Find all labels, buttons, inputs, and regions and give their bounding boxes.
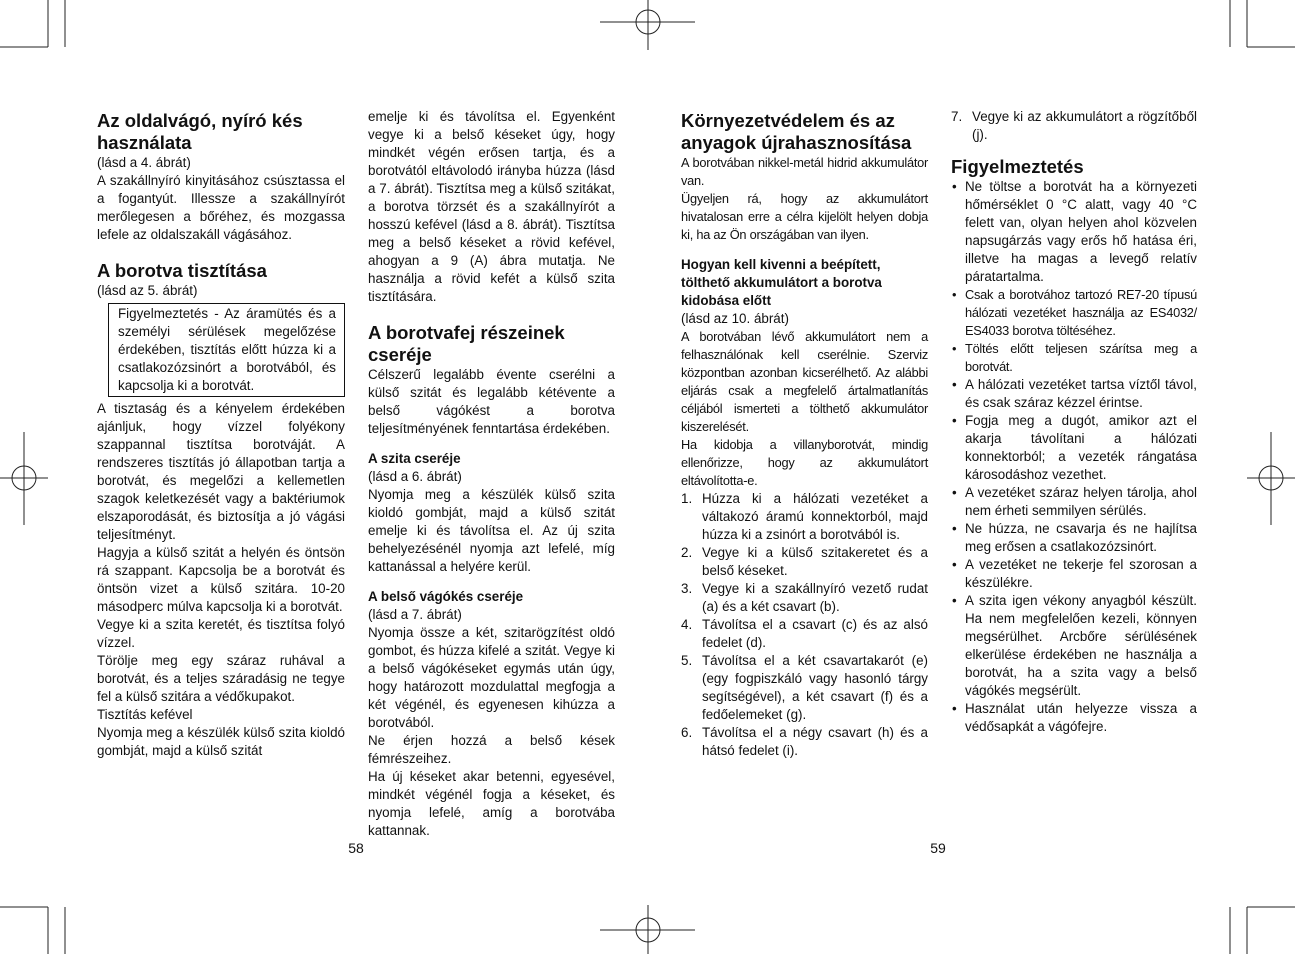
bullet-text: A szita igen vékony anyagból készült. Ha nem megfelelően kezeli, könnyen megsérülhet. Arcbőre sérülésének elkerülése érdekében ne használja a borotvát, ha a szita vagy a belső vágókés megsérült. (965, 593, 1197, 698)
step-number: 6. (681, 725, 693, 740)
bullet-text: A hálózati vezetéket tartsa víztől távol, és csak száraz kézzel érintse. (965, 377, 1197, 410)
column-3 (681, 110, 928, 760)
step-number: 7. (951, 109, 963, 124)
step-number: 2. (681, 545, 693, 560)
subheading-foil: A szita cseréje (368, 451, 461, 466)
bullet: • (952, 413, 957, 428)
bullet: • (952, 485, 957, 500)
list-item (951, 520, 1197, 556)
list-item (681, 652, 928, 724)
paragraph: Célszerű legalább évente cserélni a külső szitát és legalább kétévente a belső vágókést a borotva teljesítményének fenntartása érdekében. (368, 367, 615, 436)
figure-reference: (lásd az 5. ábrát) (97, 283, 198, 298)
warning-box (108, 303, 345, 397)
figure-reference: (lásd a 4. ábrát) (97, 155, 191, 170)
warning-text: Figyelmeztetés - Az áramütés és a személyi sérülések megelőzése érdekében, tisztítás előtt húzza ki a csatlakozózsinórt a borotvából, és kapcsolja ki a borotvát. (118, 306, 336, 393)
list-item (681, 580, 928, 616)
column-2 (368, 108, 615, 840)
step-text: Húzza ki a hálózati vezetéket a váltakozó áramú konnektorból, majd húzza ki a zsinórt a borotvából is. (702, 491, 928, 542)
page-number: 59 (930, 840, 946, 856)
paragraph: Ügyeljen rá, hogy az akkumulátort hivatalosan erre a célra kijelölt helyen dobja ki, ha az Ön országában van ilyen. (681, 191, 928, 242)
warning-list (951, 178, 1197, 736)
bullet-text: Fogja meg a dugót, amikor azt el akarja távolítani a hálózati konnektorból; a vezeték rángatása károsodáshoz vezethet. (965, 413, 1197, 482)
bullet: • (952, 593, 957, 608)
list-item (951, 700, 1197, 736)
list-item (681, 616, 928, 652)
column-1 (97, 110, 345, 760)
bullet: • (952, 377, 957, 392)
list-item (951, 178, 1197, 286)
bullet-text: Használat után helyezze vissza a védősapkát a vágófejre. (965, 701, 1197, 734)
bullet: • (952, 179, 957, 194)
step-text: Távolítsa el a csavart (c) és az alsó fedelet (d). (702, 617, 928, 650)
list-item (951, 484, 1197, 520)
list-item (951, 286, 1197, 340)
removal-steps (681, 490, 928, 760)
bullet-text: Csak a borotvához tartozó RE7-20 típusú hálózati vezetéket használja az ES4032/ ES4033 borotva töltéséhez. (965, 287, 1197, 338)
paragraph: A tisztaság és a kényelem érdekében ajánljuk, hogy vízzel folyékony szappannal tisztítsa borotváját. A rendszeres tisztítás jó állapotban tartja a borotvát, és megelőzi a kellemetlen szagok keletkezését vagy a baktériumok elszaporodását, és biztosítja a jó vágási teljesítményt. (97, 401, 345, 542)
paragraph: Ha új késeket akar betenni, egyesével, mindkét végénél fogja a késeket, és nyomja lefelé, amíg a borotvába kattannak. (368, 769, 615, 838)
step-text: Vegye ki a szakállnyíró vezető rudat (a) és a két csavart (b). (702, 581, 928, 614)
step-number: 5. (681, 653, 693, 668)
bullet-text: Ne töltse a borotvát ha a környezeti hőmérséklet 0 °C alatt, vagy 40 °C felett van, olyan helyen ahol közvelen napsugárzás vagy erős hő hatása éri, illetve ha magas a levegő relatív páratartalma. (965, 179, 1197, 284)
heading-environment: Környezetvédelem és az anyagok újrahasznosítása (681, 110, 912, 153)
removal-steps-continued (951, 108, 1197, 144)
paragraph: Nyomja meg a készülék külső szita kioldó gombját, majd a külső szitát emelje ki és távolítsa el. Az új szita behelyezésénél nyomja azt lefelé, míg kattanással a helyére kerül. (368, 487, 615, 574)
bullet: • (952, 557, 957, 572)
subheading-blade: A belső vágókés cseréje (368, 589, 524, 604)
bullet-text: A vezetéket ne tekerje fel szorosan a készülékre. (965, 557, 1197, 590)
list-item (951, 412, 1197, 484)
list-item (951, 556, 1197, 592)
paragraph: Hagyja a külső szitát a helyén és öntsön rá szappant. Kapcsolja be a borotvát és öntsön vizet a külső szitára. 10-20 másodperc múlva kapcsolja ki a borotvát. (97, 545, 345, 614)
heading-cleaning: A borotva tisztítása (97, 260, 267, 281)
paragraph: Nyomja össze a két, szitarögzítést oldó gombot, és húzza kifelé a szitát. Vegye ki a belső vágókéseket egymás után úgy, hogy határozott mozdulattal megfogja a két végénél, és egyenesen kihúzza a borotvából. (368, 625, 615, 730)
paragraph: emelje ki és távolítsa el. Egyenként vegye ki a belső késeket úgy, hogy mindkét végén erősen tartja, és a borotvától eltávolodó irányba húzza (lásd a 7. ábrát). Tisztítsa meg a külső szitákat, a borotva törzsét és a szakállnyírót a hosszú kefével (lásd a 8. ábrát). Tisztítsa meg a belső késeket a rövid kefével, ahogyan a 9 (A) ábra mutatja. Ne használja a rövid kefét a külső szita tisztítására. (368, 109, 615, 304)
paragraph: A borotvában nikkel-metál hidrid akkumulátor van. (681, 155, 928, 188)
bullet-text: Ne húzza, ne csavarja és ne hajlítsa meg erősen a csatlakozózsinórt. (965, 521, 1197, 554)
step-number: 1. (681, 491, 693, 506)
bullet: • (952, 521, 957, 536)
bullet-text: Töltés előtt teljesen szárítsa meg a borotvát. (965, 341, 1197, 374)
list-item (951, 376, 1197, 412)
step-text: Távolítsa el a négy csavart (h) és a hátsó fedelet (i). (702, 725, 928, 758)
column-4 (951, 108, 1197, 736)
bullet: • (952, 701, 957, 716)
figure-reference: (lásd az 10. ábrát) (681, 311, 789, 326)
figure-reference: (lásd a 7. ábrát) (368, 607, 462, 622)
list-item (681, 490, 928, 544)
list-item (681, 724, 928, 760)
figure-reference: (lásd a 6. ábrát) (368, 469, 462, 484)
paragraph: Vegye ki a szita keretét, és tisztítsa folyó vízzel. (97, 617, 345, 650)
heading-head-parts: A borotvafej részeinek cseréje (368, 322, 565, 365)
paragraph: Ne érjen hozzá a belső kések fémrészeihez. (368, 733, 615, 766)
paragraph: Törölje meg egy száraz ruhával a borotvát, és a teljes száradásig ne tegye fel a külső szitára a védőkupakot. (97, 653, 345, 704)
heading-side-cutter: Az oldalvágó, nyíró kés használata (97, 110, 303, 153)
heading-warnings: Figyelmeztetés (951, 156, 1084, 177)
bullet-text: A vezetéket száraz helyen tárolja, ahol nem érheti semmilyen sérülés. (965, 485, 1197, 518)
paragraph: Ha kidobja a villanyborotvát, mindig ellenőrizze, hogy az akkumulátort eltávolította-e. (681, 437, 928, 488)
subheading-remove-battery: Hogyan kell kivenni a beépített, tölthető akkumulátort a borotva kidobása előtt (681, 257, 882, 308)
step-number: 4. (681, 617, 693, 632)
step-number: 3. (681, 581, 693, 596)
paragraph: A borotvában lévő akkumulátort nem a felhasználónak kell cserélnie. Szerviz központban azonban kicserélhető. Az alábbi eljárás csak a megfelelő ártalmatlanítás céljából ismerteti a tölthető akkumulátor kiszerelését. (681, 329, 928, 434)
step-text: Távolítsa el a két csavartakarót (e) (egy fogpiszkáló vagy hasonló tárgy segítségével), a két csavart (f) és a fedőelemeket (g). (702, 653, 928, 722)
list-item (681, 544, 928, 580)
bullet: • (952, 287, 957, 302)
paragraph: A szakállnyíró kinyitásához csúsztassa el a fogantyút. Illessze a szakállnyírót merőlegesen a bőréhez, és mozgassa lefele az oldalszakáll vágásához. (97, 173, 345, 242)
page-number: 58 (348, 840, 364, 856)
subheading-brush: Tisztítás kefével (97, 707, 193, 722)
list-item (951, 592, 1197, 700)
bullet: • (952, 341, 957, 356)
step-text: Vegye ki az akkumulátort a rögzítőből (j). (972, 109, 1197, 142)
paragraph: Nyomja meg a készülék külső szita kioldó gombját, majd a külső szitát (97, 725, 345, 758)
list-item (951, 108, 1197, 144)
list-item (951, 340, 1197, 376)
step-text: Vegye ki a külső szitakeretet és a belső késeket. (702, 545, 928, 578)
